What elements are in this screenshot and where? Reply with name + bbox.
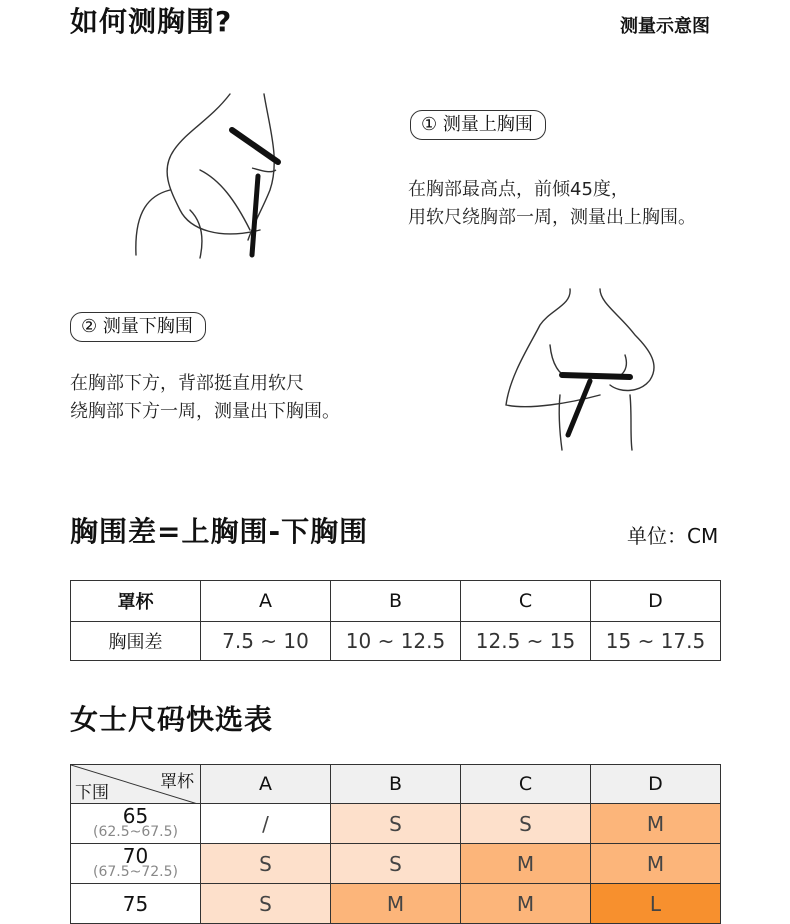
cup-row-label: 胸围差 (71, 622, 201, 661)
upper-bust-line1: 在胸部最高点，前倾45度， (408, 179, 629, 200)
size-header-d: D (591, 765, 721, 804)
unit-label: 单位：CM (627, 524, 719, 548)
size-chart-title: 女士尺码快选表 (70, 703, 274, 736)
cup-header-label: 罩杯 (71, 581, 201, 622)
band-cell (71, 884, 201, 924)
size-header-c: C (461, 765, 591, 804)
band-value: 65 (122, 803, 149, 828)
size-row (71, 804, 721, 844)
cup-header-d: D (591, 581, 721, 622)
band-cell (71, 844, 201, 884)
size-cell: S (461, 804, 591, 844)
size-cell: S (331, 844, 461, 884)
bust-diff-title: 胸围差=上胸围-下胸围 (70, 515, 369, 548)
page-title: 如何测胸围? (70, 5, 233, 38)
size-cell: S (201, 884, 331, 924)
band-range: (67.5~72.5) (93, 863, 178, 880)
band-value: 70 (122, 843, 149, 868)
cup-header-b: B (331, 581, 461, 622)
band-value: 75 (122, 891, 149, 916)
cup-value-a: 7.5 ~ 10 (201, 622, 331, 661)
cup-value-row (71, 622, 721, 661)
band-cell (71, 804, 201, 844)
corner-band-label: 下围 (75, 783, 109, 803)
size-cell: S (201, 844, 331, 884)
diagram-note: 测量示意图 (620, 16, 710, 37)
upper-bust-badge: ① 测量上胸围 (410, 110, 546, 140)
size-cell: M (461, 844, 591, 884)
cup-header-a: A (201, 581, 331, 622)
size-corner-cell (71, 765, 201, 804)
size-chart-table (70, 764, 721, 924)
cup-value-b: 10 ~ 12.5 (331, 622, 461, 661)
band-range: (62.5~67.5) (93, 823, 178, 840)
under-bust-badge: ② 测量下胸围 (70, 312, 206, 342)
upper-bust-illustration (130, 90, 290, 260)
size-cell: M (591, 804, 721, 844)
cup-header-row (71, 581, 721, 622)
cup-value-c: 12.5 ~ 15 (461, 622, 591, 661)
size-header-b: B (331, 765, 461, 804)
cup-header-c: C (461, 581, 591, 622)
size-row (71, 884, 721, 924)
size-header-row (71, 765, 721, 804)
size-row (71, 844, 721, 884)
cup-difference-table (70, 580, 721, 661)
size-cell: M (591, 844, 721, 884)
corner-cup-label: 罩杯 (160, 772, 194, 792)
size-cell: L (591, 884, 721, 924)
size-cell: M (461, 884, 591, 924)
size-cell: / (201, 804, 331, 844)
size-cell: M (331, 884, 461, 924)
size-cell: S (331, 804, 461, 844)
cup-value-d: 15 ~ 17.5 (591, 622, 721, 661)
upper-bust-line2: 用软尺绕胸部一周，测量出上胸围。 (408, 207, 696, 228)
under-bust-line1: 在胸部下方，背部挺直用软尺 (70, 373, 304, 394)
under-bust-illustration (500, 285, 670, 455)
size-header-a: A (201, 765, 331, 804)
under-bust-line2: 绕胸部下方一周，测量出下胸围。 (70, 401, 340, 422)
